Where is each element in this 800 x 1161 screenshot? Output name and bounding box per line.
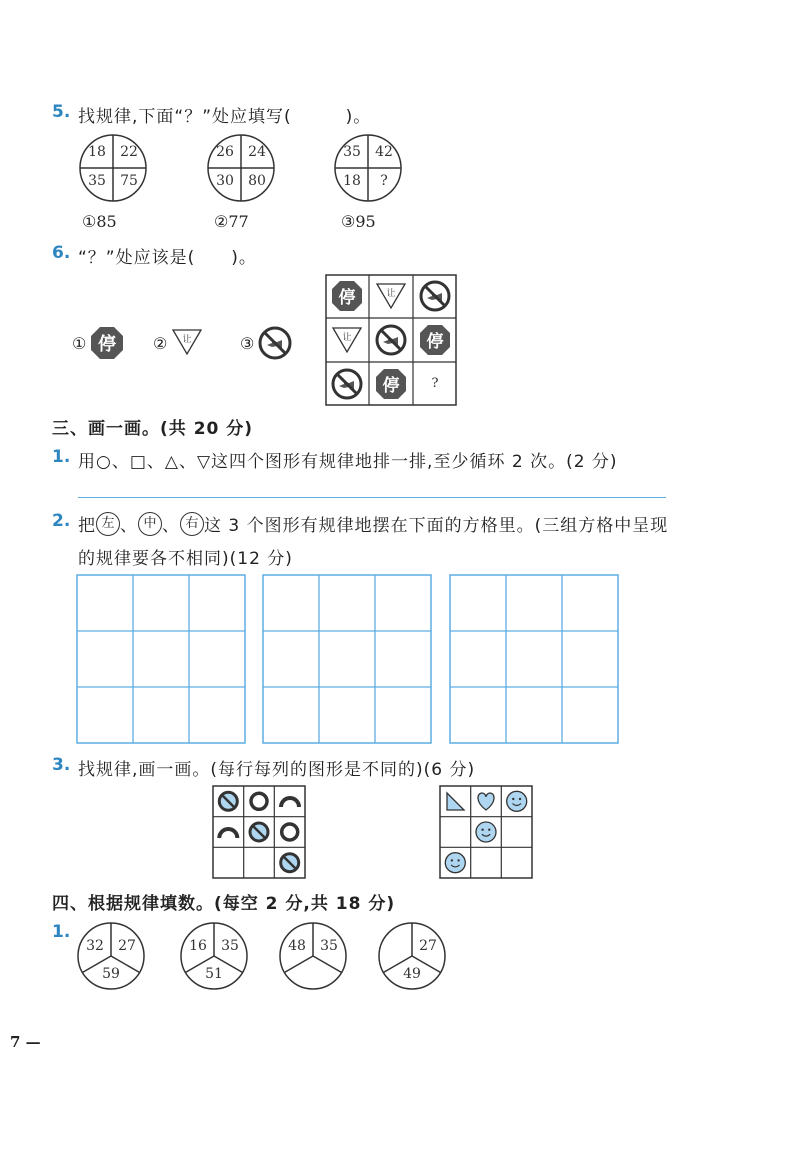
smiley-face-icon [507, 791, 527, 811]
stop-sign-icon [375, 368, 407, 400]
circle-lines [278, 921, 348, 991]
stop-sign-icon [419, 324, 451, 356]
prohibited-circle-icon [219, 792, 237, 810]
q6-number: 6. [52, 243, 71, 263]
page-number: 7 — [10, 1033, 41, 1051]
s4-q1-number: 1. [52, 922, 71, 942]
no-honking-sign-icon [375, 324, 407, 356]
stop-sign-label: 停 [98, 334, 116, 355]
q5-circle-2 [206, 133, 276, 203]
smiley-face-icon [476, 822, 496, 842]
sector-value: 27 [118, 938, 136, 954]
pattern-grid-left [212, 785, 306, 879]
stop-sign-label: 停 [338, 288, 356, 308]
left-circle-label: 左 [96, 512, 120, 536]
sector-value: 16 [189, 938, 207, 954]
circle-value: 42 [375, 144, 393, 160]
q6-option-mark-1: ① [72, 334, 87, 353]
empty-grid-3[interactable] [449, 574, 621, 746]
sector-circle-3 [278, 921, 348, 991]
sector-value: 27 [419, 938, 437, 954]
circle-value: 26 [216, 144, 234, 160]
q5-option-1: ①85 [82, 212, 117, 231]
s3-q2-text: 把 左 、 中 、 右 这 3 个图形有规律地摆在下面的方格里。(三组方格中呈现 [78, 511, 668, 536]
sector-circle-2 [179, 921, 249, 991]
sector-value: 48 [288, 938, 306, 954]
s3-q2-number: 2. [52, 511, 71, 531]
q5-text: 找规律,下面“？”处应填写( )。 [78, 107, 372, 127]
s3-q2-text-line2: 的规律要各不相同)(12 分) [78, 549, 293, 569]
prohibited-circle-icon [250, 823, 268, 841]
q5-number: 5. [52, 102, 71, 122]
s3-q2-text-b: 这 3 个图形有规律地摆在下面的方格里。(三组方格中呈现 [204, 516, 669, 536]
q5-option-3: ③95 [341, 212, 376, 231]
circle-value: 22 [120, 144, 138, 160]
yield-sign-label: 让 [182, 335, 192, 345]
q6-option-mark-2: ② [153, 334, 168, 353]
s3-q1-text: 用○、□、△、▽这四个图形有规律地排一排,至少循环 2 次。(2 分) [78, 452, 618, 472]
s3-q3-number: 3. [52, 755, 71, 775]
q6-option-mark-3: ③ [240, 334, 255, 353]
ring-icon [282, 824, 298, 840]
q5-option-2: ②77 [214, 212, 249, 231]
circle-value: 24 [248, 144, 266, 160]
middle-circle-label: 中 [138, 512, 162, 536]
pattern-grid-right [439, 785, 533, 879]
grid-question-mark: ? [431, 376, 439, 391]
yield-sign-icon [332, 326, 362, 354]
answer-line[interactable] [78, 497, 666, 498]
ring-icon [251, 793, 267, 809]
s3-q3-text: 找规律,画一画。(每行每列的图形是不同的)(6 分) [78, 760, 476, 780]
sector-value: 49 [403, 966, 421, 982]
circle-value: 18 [343, 173, 361, 189]
circle-value: ? [380, 173, 388, 189]
stop-sign-icon [331, 280, 363, 312]
sector-value: 35 [221, 938, 239, 954]
circle-value: 18 [88, 144, 106, 160]
no-honking-sign-icon [331, 368, 363, 400]
yield-sign-label: 让 [386, 289, 396, 299]
stop-sign-label: 停 [382, 376, 400, 396]
sector-value: 59 [102, 966, 120, 982]
s3-q1-number: 1. [52, 447, 71, 467]
yield-sign-icon [376, 282, 406, 310]
s3-q2-text-a: 把 [78, 516, 96, 536]
right-circle-label: 右 [180, 512, 204, 536]
prohibited-circle-icon [281, 854, 299, 872]
section-4-title: 四、根据规律填数。(每空 2 分,共 18 分) [52, 894, 396, 914]
stop-sign-label: 停 [426, 332, 444, 352]
sector-circle-1 [76, 921, 146, 991]
empty-grid-1[interactable] [76, 574, 248, 746]
yield-sign-icon [172, 328, 202, 356]
yield-sign-label: 让 [342, 333, 352, 343]
section-3-title: 三、画一画。(共 20 分) [52, 419, 254, 439]
no-honking-sign-icon [258, 326, 292, 360]
q5-circle-1 [78, 133, 148, 203]
circle-value: 30 [216, 173, 234, 189]
circle-value: 75 [120, 173, 138, 189]
stop-sign-icon [90, 326, 124, 360]
circle-value: 35 [343, 144, 361, 160]
circle-value: 35 [88, 173, 106, 189]
smiley-face-icon [445, 853, 465, 873]
q6-sign-grid [325, 274, 457, 406]
q6-text: “？”处应该是( )。 [78, 248, 257, 268]
circle-value: 80 [248, 173, 266, 189]
no-honking-sign-icon [419, 280, 451, 312]
sector-value: 32 [86, 938, 104, 954]
empty-grid-2[interactable] [262, 574, 434, 746]
sector-value: 35 [320, 938, 338, 954]
sector-value: 51 [205, 966, 223, 982]
sector-circle-4 [377, 921, 447, 991]
q5-circle-3 [333, 133, 403, 203]
